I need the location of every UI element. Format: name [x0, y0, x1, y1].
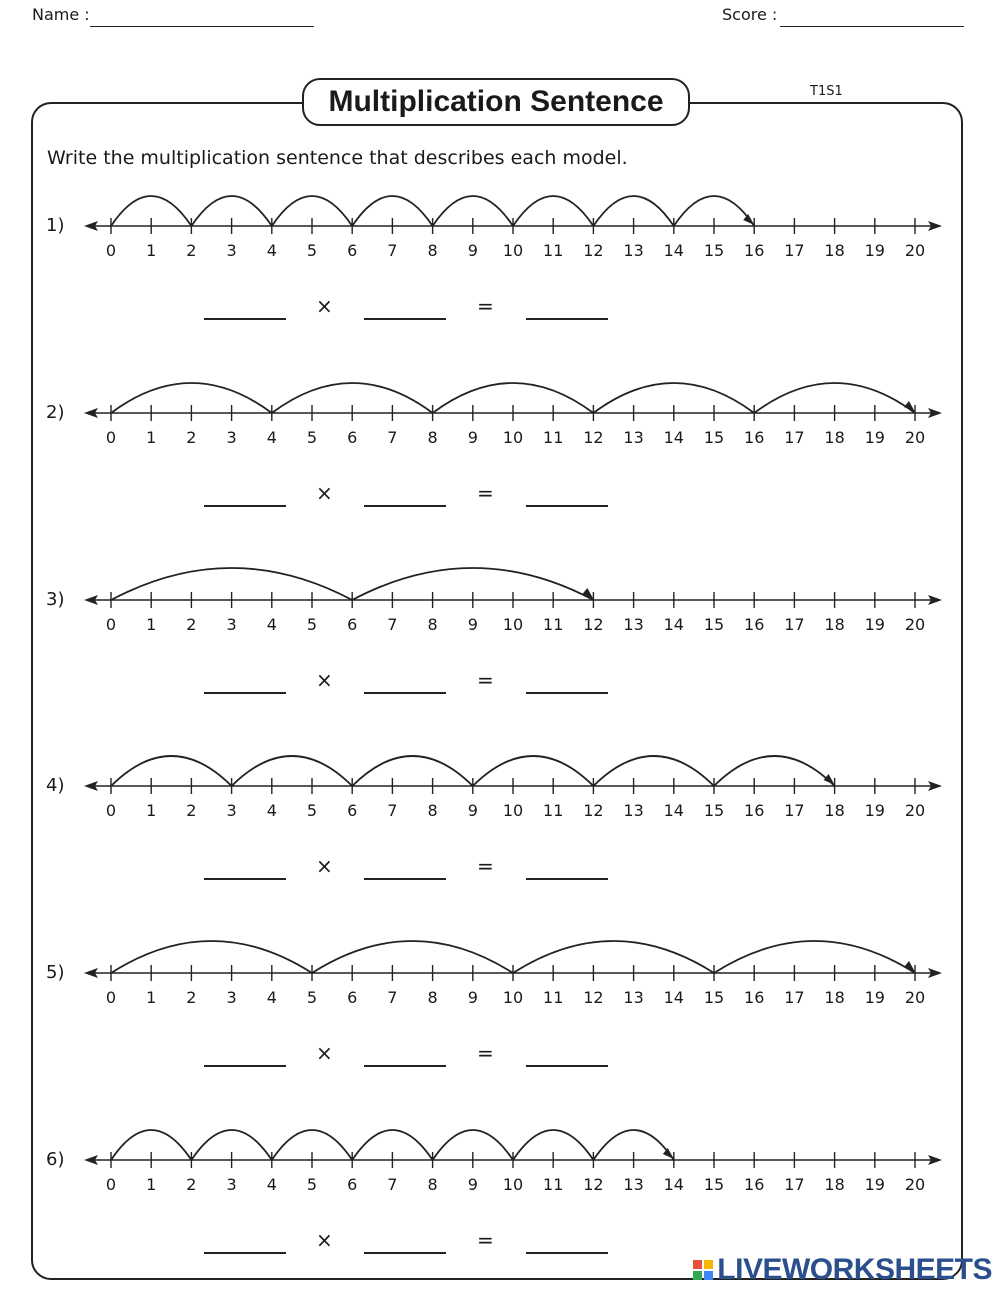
- tick-label: 18: [824, 988, 845, 1007]
- tick-label: 20: [904, 988, 926, 1007]
- tick-label: 1: [146, 241, 157, 260]
- tick-label: 3: [226, 428, 237, 447]
- brand-text: LIVEWORKSHEETS: [717, 1253, 992, 1286]
- tick-label: 11: [543, 428, 564, 447]
- tick-label: 10: [502, 1175, 524, 1194]
- product-blank[interactable]: [526, 318, 608, 320]
- problem-number: 4): [46, 775, 65, 796]
- factor-1-blank[interactable]: [204, 692, 286, 694]
- tick-label: 19: [864, 988, 885, 1007]
- score-field[interactable]: [780, 26, 964, 27]
- tick-label: 5: [306, 241, 318, 260]
- tick-label: 7: [387, 801, 398, 820]
- tick-label: 18: [824, 241, 845, 260]
- number-line: [0, 1119, 1000, 1199]
- factor-1-blank[interactable]: [204, 1065, 286, 1067]
- tick-label: 9: [467, 241, 478, 260]
- problem-number: 1): [46, 215, 65, 236]
- factor-1-blank[interactable]: [204, 878, 286, 880]
- tick-label: 3: [226, 241, 237, 260]
- problem-number: 6): [46, 1149, 65, 1170]
- tick-label: 4: [266, 615, 277, 634]
- tick-label: 13: [623, 615, 644, 634]
- tick-label: 12: [583, 1175, 604, 1194]
- tick-label: 0: [105, 615, 117, 634]
- jump-arc: [232, 756, 353, 786]
- tick-label: 0: [105, 801, 117, 820]
- jump-arrowhead-icon: [824, 774, 835, 785]
- equals-symbol: =: [477, 1041, 494, 1065]
- tick-label: 1: [146, 1175, 157, 1194]
- tick-label: 10: [502, 241, 524, 260]
- jump-arc: [593, 756, 714, 786]
- tick-label: 19: [864, 1175, 885, 1194]
- tick-label: 15: [703, 615, 725, 634]
- tick-label: 11: [543, 1175, 564, 1194]
- jump-arc: [352, 756, 473, 786]
- tick-label: 11: [543, 988, 564, 1007]
- tick-label: 5: [306, 1175, 318, 1194]
- times-symbol: ×: [316, 294, 333, 318]
- tick-label: 12: [583, 801, 604, 820]
- number-line: [0, 372, 1000, 452]
- tick-label: 16: [744, 1175, 765, 1194]
- tick-label: 7: [387, 241, 398, 260]
- jump-arc: [111, 756, 232, 786]
- tick-label: 20: [904, 1175, 926, 1194]
- tick-label: 10: [502, 988, 524, 1007]
- tick-label: 20: [904, 428, 926, 447]
- tick-label: 8: [427, 428, 438, 447]
- tick-label: 14: [663, 801, 684, 820]
- number-line: [0, 745, 1000, 825]
- factor-1-blank[interactable]: [204, 318, 286, 320]
- tick-label: 13: [623, 988, 644, 1007]
- problem: [0, 559, 1000, 709]
- tick-label: 11: [543, 241, 564, 260]
- problem: [0, 745, 1000, 895]
- factor-1-blank[interactable]: [204, 505, 286, 507]
- tick-label: 2: [186, 988, 197, 1007]
- problem: [0, 932, 1000, 1082]
- worksheet-title-text: Multiplication Sentence: [328, 85, 664, 118]
- number-line: [0, 185, 1000, 265]
- product-blank[interactable]: [526, 692, 608, 694]
- jump-arc: [513, 941, 714, 973]
- tick-label: 6: [347, 988, 358, 1007]
- tick-label: 14: [663, 615, 684, 634]
- equals-symbol: =: [477, 854, 494, 878]
- tick-label: 2: [186, 241, 197, 260]
- tick-label: 18: [824, 615, 845, 634]
- tick-label: 5: [306, 801, 318, 820]
- tick-label: 10: [502, 615, 524, 634]
- tick-label: 15: [703, 241, 725, 260]
- tick-label: 1: [146, 801, 157, 820]
- tick-label: 15: [703, 428, 725, 447]
- tick-label: 16: [744, 615, 765, 634]
- tick-label: 8: [427, 241, 438, 260]
- tick-label: 18: [824, 801, 845, 820]
- tick-label: 18: [824, 428, 845, 447]
- tick-label: 5: [306, 428, 318, 447]
- tick-label: 12: [583, 241, 604, 260]
- equals-symbol: =: [477, 1228, 494, 1252]
- tick-label: 3: [226, 988, 237, 1007]
- tick-label: 13: [623, 801, 644, 820]
- tick-label: 7: [387, 428, 398, 447]
- tick-label: 7: [387, 1175, 398, 1194]
- times-symbol: ×: [316, 668, 333, 692]
- tick-label: 8: [427, 801, 438, 820]
- tick-label: 0: [105, 428, 117, 447]
- number-line: [0, 932, 1000, 1012]
- tick-label: 2: [186, 801, 197, 820]
- tick-label: 19: [864, 428, 885, 447]
- tick-label: 17: [784, 241, 805, 260]
- tick-label: 20: [904, 615, 926, 634]
- tick-label: 7: [387, 988, 398, 1007]
- tick-label: 9: [467, 801, 478, 820]
- tick-label: 19: [864, 615, 885, 634]
- tick-label: 5: [306, 988, 318, 1007]
- problem: [0, 1119, 1000, 1269]
- tick-label: 13: [623, 241, 644, 260]
- tick-label: 7: [387, 615, 398, 634]
- brand-logo-icon: [693, 1260, 713, 1280]
- tick-label: 16: [744, 801, 765, 820]
- product-blank[interactable]: [526, 1065, 608, 1067]
- tick-label: 16: [744, 241, 765, 260]
- brand-watermark: [693, 1253, 992, 1287]
- tick-label: 17: [784, 801, 805, 820]
- tick-label: 4: [266, 428, 277, 447]
- factor-2-blank[interactable]: [364, 692, 446, 694]
- problem-number: 2): [46, 402, 65, 423]
- instructions: Write the multiplication sentence that describes each model.: [47, 147, 628, 169]
- score-label: Score :: [722, 5, 778, 24]
- tick-label: 1: [146, 988, 157, 1007]
- tick-label: 10: [502, 801, 524, 820]
- tick-label: 19: [864, 801, 885, 820]
- tick-label: 13: [623, 1175, 644, 1194]
- jump-arc: [312, 941, 513, 973]
- tick-label: 16: [744, 428, 765, 447]
- tick-label: 9: [467, 988, 478, 1007]
- jump-arrowhead-icon: [743, 214, 754, 225]
- tick-label: 19: [864, 241, 885, 260]
- name-field[interactable]: [90, 26, 314, 27]
- jump-arrowhead-icon: [904, 401, 915, 412]
- tick-label: 5: [306, 615, 318, 634]
- jump-arc: [714, 756, 835, 786]
- tick-label: 18: [824, 1175, 845, 1194]
- tick-label: 4: [266, 988, 277, 1007]
- tick-label: 2: [186, 1175, 197, 1194]
- tick-label: 1: [146, 428, 157, 447]
- tick-label: 8: [427, 615, 438, 634]
- product-blank[interactable]: [526, 1252, 608, 1254]
- tick-label: 6: [347, 1175, 358, 1194]
- times-symbol: ×: [316, 854, 333, 878]
- tick-label: 15: [703, 1175, 725, 1194]
- factor-1-blank[interactable]: [204, 1252, 286, 1254]
- tick-label: 4: [266, 1175, 277, 1194]
- tick-label: 17: [784, 1175, 805, 1194]
- product-blank[interactable]: [526, 878, 608, 880]
- tick-label: 6: [347, 241, 358, 260]
- problem: [0, 372, 1000, 522]
- problem-number: 3): [46, 589, 65, 610]
- tick-label: 14: [663, 1175, 684, 1194]
- factor-2-blank[interactable]: [364, 318, 446, 320]
- tick-label: 11: [543, 615, 564, 634]
- times-symbol: ×: [316, 481, 333, 505]
- factor-2-blank[interactable]: [364, 505, 446, 507]
- tick-label: 2: [186, 428, 197, 447]
- tick-label: 6: [347, 801, 358, 820]
- tick-label: 2: [186, 615, 197, 634]
- number-line: [0, 559, 1000, 639]
- tick-label: 12: [583, 428, 604, 447]
- tick-label: 8: [427, 1175, 438, 1194]
- tick-label: 17: [784, 428, 805, 447]
- tick-label: 11: [543, 801, 564, 820]
- factor-2-blank[interactable]: [364, 1252, 446, 1254]
- name-label: Name :: [32, 5, 90, 24]
- tick-label: 3: [226, 615, 237, 634]
- product-blank[interactable]: [526, 505, 608, 507]
- times-symbol: ×: [316, 1041, 333, 1065]
- worksheet-title: [302, 78, 690, 126]
- tick-label: 17: [784, 988, 805, 1007]
- jump-arrowhead-icon: [663, 1148, 674, 1159]
- tick-label: 9: [467, 615, 478, 634]
- tick-label: 15: [703, 988, 725, 1007]
- tick-label: 13: [623, 428, 644, 447]
- tick-label: 0: [105, 1175, 117, 1194]
- jump-arc: [473, 756, 594, 786]
- equals-symbol: =: [477, 481, 494, 505]
- tick-label: 15: [703, 801, 725, 820]
- problem-number: 5): [46, 962, 65, 983]
- problem: [0, 185, 1000, 335]
- tick-label: 10: [502, 428, 524, 447]
- tick-label: 6: [347, 615, 358, 634]
- tick-label: 17: [784, 615, 805, 634]
- tick-label: 14: [663, 988, 684, 1007]
- tick-label: 1: [146, 615, 157, 634]
- tick-label: 3: [226, 801, 237, 820]
- worksheet-code: T1S1: [810, 84, 843, 99]
- tick-label: 4: [266, 801, 277, 820]
- tick-label: 20: [904, 801, 926, 820]
- tick-label: 16: [744, 988, 765, 1007]
- jump-arc: [111, 941, 312, 973]
- factor-2-blank[interactable]: [364, 878, 446, 880]
- times-symbol: ×: [316, 1228, 333, 1252]
- tick-label: 12: [583, 615, 604, 634]
- equals-symbol: =: [477, 668, 494, 692]
- tick-label: 20: [904, 241, 926, 260]
- jump-arc: [714, 941, 915, 973]
- tick-label: 9: [467, 428, 478, 447]
- tick-label: 0: [105, 988, 117, 1007]
- tick-label: 12: [583, 988, 604, 1007]
- equals-symbol: =: [477, 294, 494, 318]
- factor-2-blank[interactable]: [364, 1065, 446, 1067]
- tick-label: 14: [663, 428, 684, 447]
- tick-label: 9: [467, 1175, 478, 1194]
- tick-label: 6: [347, 428, 358, 447]
- tick-label: 4: [266, 241, 277, 260]
- tick-label: 0: [105, 241, 117, 260]
- tick-label: 14: [663, 241, 684, 260]
- tick-label: 3: [226, 1175, 237, 1194]
- tick-label: 8: [427, 988, 438, 1007]
